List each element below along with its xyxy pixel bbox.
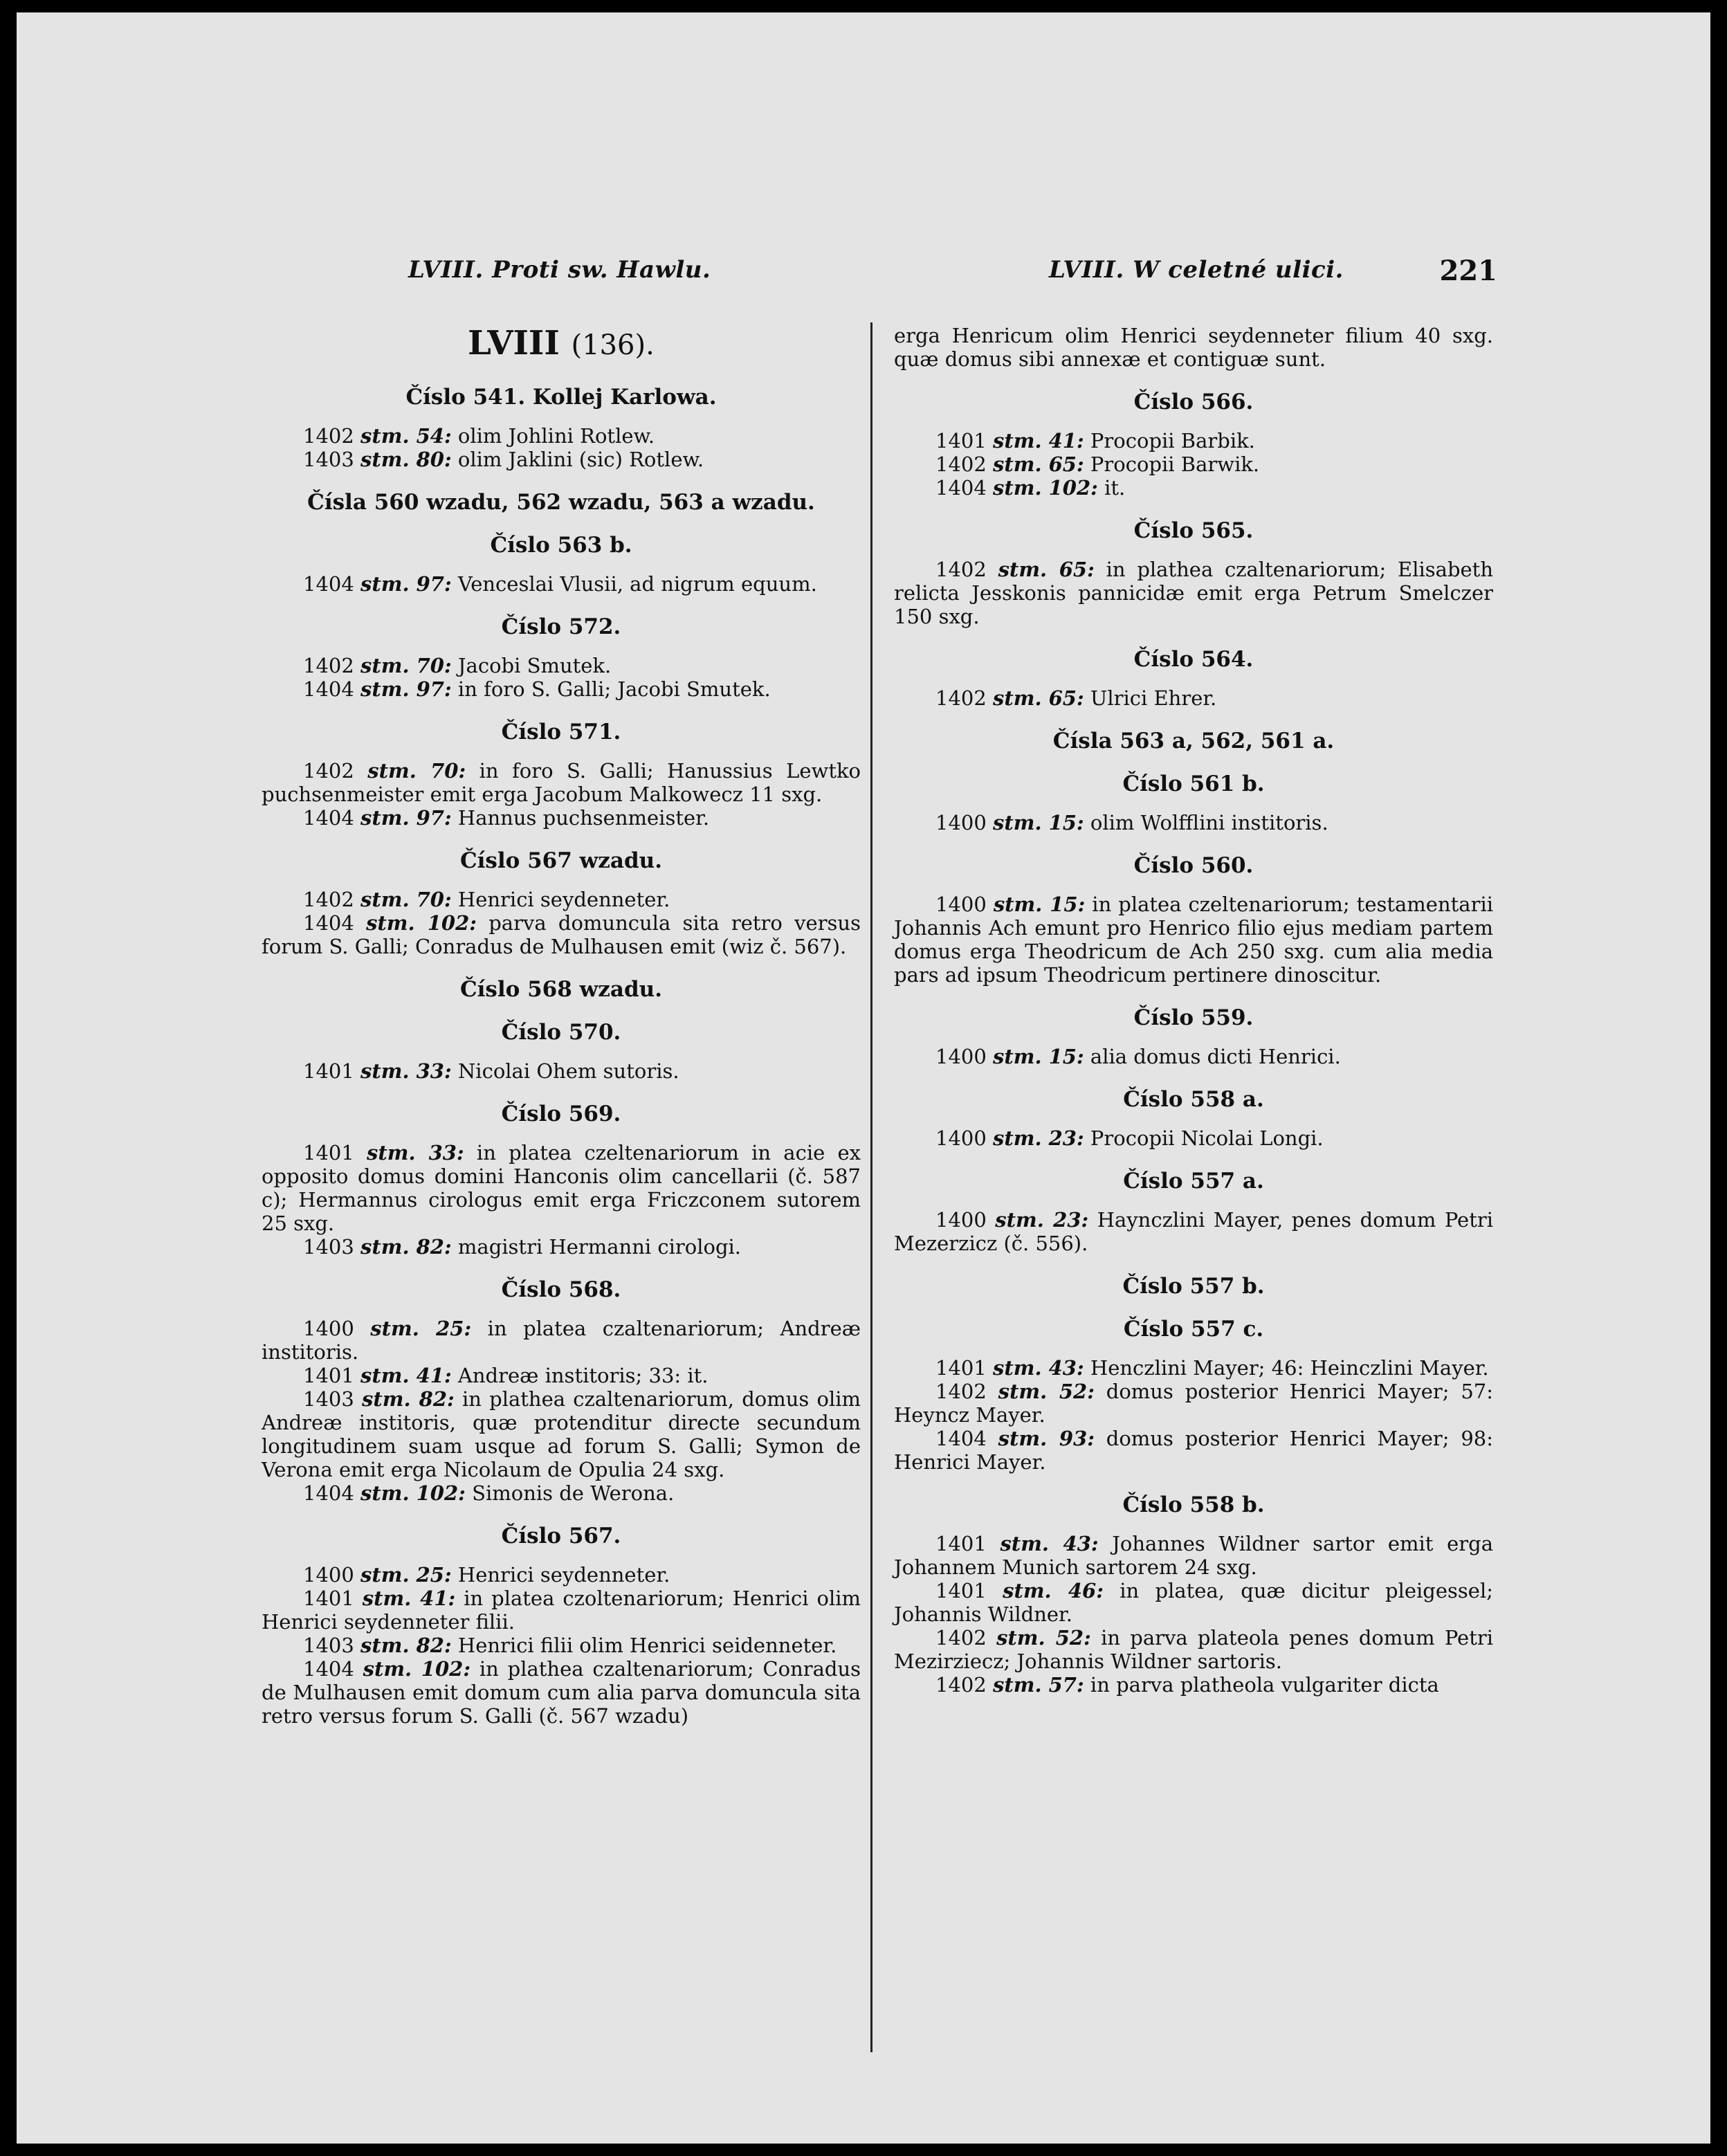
- record-entry: [262, 572, 861, 596]
- record-entry: [262, 888, 861, 911]
- entry-reference: stm. 33:: [367, 1141, 464, 1164]
- section-heading: Číslo 568.: [501, 1277, 621, 1302]
- right-running-head: LVIII. W celetné ulici.: [1049, 256, 1344, 284]
- section-heading: Číslo 563 b.: [490, 533, 632, 558]
- entry-text: Ulrici Ehrer.: [1090, 686, 1217, 710]
- entry-reference: stm. 23:: [995, 1208, 1089, 1232]
- section-heading: Číslo 558 a.: [1123, 1087, 1264, 1112]
- section-heading: Číslo 557 c.: [1123, 1317, 1264, 1342]
- entry-text: Jacobi Smutek.: [457, 654, 612, 677]
- entry-text: Andreæ institoris; 33: it.: [457, 1364, 709, 1387]
- record-entry: [894, 1045, 1493, 1068]
- entry-text: parva domuncula sita retro versus forum S. Galli; Conradus de Mulhausen emit (wiz č. 567).: [262, 911, 861, 958]
- record-entry: [262, 1235, 861, 1259]
- record-entry: [894, 1579, 1493, 1626]
- entry-text: in foro S. Galli; Hanussius Lewtko puchsenmeister emit erga Jacobum Malkowecz 11 sxg.: [262, 759, 861, 806]
- section-heading: Číslo 558 b.: [1122, 1492, 1265, 1517]
- entry-reference: stm. 65:: [993, 686, 1084, 710]
- section-heading: Číslo 564.: [1133, 647, 1254, 672]
- left-running-head: LVIII. Proti sw. Hawlu.: [408, 256, 711, 284]
- entry-text: alia domus dicti Henrici.: [1090, 1045, 1341, 1068]
- entry-year: 1401: [935, 1356, 987, 1380]
- entry-reference: stm. 43:: [993, 1356, 1084, 1380]
- entry-year: 1404: [303, 572, 354, 596]
- entry-reference: stm. 25:: [370, 1317, 472, 1340]
- entry-reference: stm. 52:: [996, 1626, 1091, 1650]
- page-number: 221: [1439, 255, 1497, 287]
- entry-reference: stm. 15:: [993, 893, 1086, 916]
- entry-reference: stm. 93:: [998, 1427, 1095, 1450]
- entry-reference: stm. 41:: [360, 1364, 452, 1387]
- entry-text: Procopii Nicolai Longi.: [1090, 1126, 1324, 1150]
- entry-text: in platea czaltenariorum; Andreæ institoris.: [262, 1317, 861, 1364]
- entry-year: 1404: [303, 1657, 354, 1681]
- record-entry: [894, 1126, 1493, 1150]
- entry-year: 1401: [935, 1532, 987, 1555]
- entry-text: Procopii Barwik.: [1090, 453, 1260, 476]
- entry-year: 1404: [303, 806, 354, 830]
- record-entry: [262, 677, 861, 701]
- record-entry: [894, 558, 1493, 628]
- record-entry: [894, 893, 1493, 987]
- entry-reference: stm. 97:: [360, 806, 452, 830]
- section-heading: Číslo 559.: [1133, 1005, 1254, 1030]
- entry-year: 1400: [935, 1045, 987, 1068]
- record-entry: [262, 1059, 861, 1083]
- entry-reference: stm. 102:: [993, 476, 1098, 500]
- entry-text: Henrici filii olim Henrici seidenneter.: [457, 1634, 837, 1657]
- section-heading: Číslo 568 wzadu.: [459, 977, 663, 1002]
- entry-year: 1404: [303, 677, 354, 701]
- section-heading: Číslo 570.: [501, 1020, 621, 1045]
- entry-reference: stm. 52:: [998, 1380, 1095, 1403]
- record-entry: [262, 1364, 861, 1387]
- section-heading: Číslo 560.: [1133, 853, 1254, 878]
- entry-reference: stm. 15:: [993, 811, 1084, 834]
- entry-text: Henrici seydenneter.: [457, 1563, 670, 1587]
- section-heading: Číslo 565.: [1133, 518, 1254, 543]
- entry-year: 1404: [303, 1481, 354, 1505]
- record-entry: [894, 1427, 1493, 1474]
- record-entry: [262, 1387, 861, 1481]
- entry-year: 1400: [935, 893, 987, 916]
- record-entry: [262, 806, 861, 830]
- record-entry: [262, 1141, 861, 1235]
- entry-year: 1404: [935, 1427, 987, 1450]
- record-entry: [894, 686, 1493, 710]
- entry-year: 1400: [935, 1208, 987, 1232]
- entry-year: 1403: [303, 448, 354, 471]
- entry-year: 1402: [303, 654, 354, 677]
- section-heading: Čísla 563 a, 562, 561 a.: [1052, 729, 1335, 753]
- entry-year: 1403: [303, 1235, 354, 1259]
- entry-text: in platea, quæ dicitur pleigessel; Johannis Wildner.: [894, 1579, 1493, 1626]
- entry-reference: stm. 70:: [360, 654, 452, 677]
- entry-text: Henrici seydenneter.: [457, 888, 670, 911]
- entry-year: 1401: [935, 1579, 987, 1602]
- entry-reference: stm. 102:: [366, 911, 477, 935]
- record-entry: [262, 1634, 861, 1657]
- entry-text: in platea czoltenariorum; Henrici olim Henrici seydenneter filii.: [262, 1587, 861, 1634]
- section-heading: Číslo 561 b.: [1122, 771, 1265, 796]
- entry-text: in platea czeltenariorum in acie ex opposito domus domini Hanconis olim cancellarii (č. 587 c); Hermannus cirologus emit erga Friczconem sutorem 25 sxg.: [262, 1141, 861, 1235]
- entry-text: olim Wolfflini institoris.: [1090, 811, 1328, 834]
- section-heading: Číslo 572.: [501, 614, 621, 639]
- entry-text: in plathea czaltenariorum; Conradus de Mulhausen emit domum cum alia parva domuncula sita retro versus forum S. Galli (č. 567 wzadu): [262, 1657, 861, 1728]
- entry-year: 1400: [935, 811, 987, 834]
- entry-year: 1401: [303, 1364, 354, 1387]
- record-entry: [894, 429, 1493, 453]
- entry-text: olim Jaklini (sic) Rotlew.: [457, 448, 704, 471]
- section-heading: Číslo 571.: [501, 720, 621, 744]
- entry-reference: stm. 54:: [360, 424, 452, 448]
- entry-text: in plathea czaltenariorum; Elisabeth relicta Jesskonis pannicidæ emit erga Petrum Smelczer 150 sxg.: [894, 558, 1493, 628]
- entry-text: Nicolai Ohem sutoris.: [457, 1059, 679, 1083]
- entry-reference: stm. 33:: [360, 1059, 452, 1083]
- entry-reference: stm. 46:: [1003, 1579, 1104, 1602]
- entry-year: 1404: [303, 911, 354, 935]
- entry-year: 1402: [935, 453, 987, 476]
- entry-reference: stm. 23:: [993, 1126, 1084, 1150]
- entry-year: 1402: [935, 1673, 987, 1697]
- section-heading: Čísla 560 wzadu, 562 wzadu, 563 a wzadu.: [307, 490, 815, 515]
- entry-reference: stm. 82:: [360, 1235, 452, 1259]
- continued-entry: erga Henricum olim Henrici seydenneter filium 40 sxg. quæ domus sibi annexæ et contiguæ sunt.: [894, 324, 1493, 371]
- entry-text: Henczlini Mayer; 46: Heinczlini Mayer.: [1090, 1356, 1489, 1380]
- section-heading: Číslo 567 wzadu.: [459, 848, 663, 873]
- scanned-page: [17, 12, 1710, 2144]
- entry-year: 1400: [935, 1126, 987, 1150]
- record-entry: [262, 1587, 861, 1634]
- entry-year: 1403: [303, 1634, 354, 1657]
- entry-reference: stm. 15:: [993, 1045, 1084, 1068]
- entry-text: magistri Hermanni cirologi.: [457, 1235, 742, 1259]
- entry-year: 1402: [935, 1380, 987, 1403]
- entry-reference: stm. 102:: [360, 1481, 466, 1505]
- entry-year: 1401: [303, 1141, 354, 1164]
- entry-year: 1402: [935, 1626, 987, 1650]
- entry-text: domus posterior Henrici Mayer; 57: Heyncz Mayer.: [894, 1380, 1493, 1427]
- entry-year: 1401: [303, 1059, 354, 1083]
- entry-reference: stm. 70:: [360, 888, 452, 911]
- entry-reference: stm. 41:: [993, 429, 1084, 453]
- record-entry: [262, 654, 861, 677]
- entry-reference: stm. 82:: [362, 1387, 455, 1411]
- entry-reference: stm. 65:: [993, 453, 1084, 476]
- entry-year: 1400: [303, 1563, 354, 1587]
- entry-text: Haynczlini Mayer, penes domum Petri Mezerzicz (č. 556).: [894, 1208, 1493, 1255]
- entry-reference: stm. 82:: [360, 1634, 452, 1657]
- entry-text: Simonis de Werona.: [472, 1481, 675, 1505]
- record-entry: [262, 911, 861, 958]
- record-entry: [894, 1208, 1493, 1255]
- record-entry: [262, 1657, 861, 1728]
- entry-year: 1402: [303, 888, 354, 911]
- entry-reference: stm. 41:: [362, 1587, 456, 1610]
- section-heading: Číslo 557 b.: [1122, 1274, 1265, 1299]
- column-divider: [870, 322, 872, 2052]
- right-column: [894, 324, 1493, 1697]
- record-entry: [894, 1673, 1493, 1697]
- entry-text: Procopii Barbik.: [1090, 429, 1255, 453]
- chapter-number: (136).: [571, 329, 655, 361]
- record-entry: [894, 1356, 1493, 1380]
- left-column: [262, 324, 861, 1728]
- entry-year: 1402: [303, 424, 354, 448]
- entry-year: 1402: [935, 686, 987, 710]
- entry-text: in parva plateola penes domum Petri Mezirziecz; Johannis Wildner sartoris.: [894, 1626, 1493, 1673]
- entry-text: domus posterior Henrici Mayer; 98: Henrici Mayer.: [894, 1427, 1493, 1474]
- section-heading: Číslo 567.: [501, 1524, 621, 1549]
- entry-year: 1401: [935, 429, 987, 453]
- entry-reference: stm. 80:: [360, 448, 452, 471]
- entry-year: 1403: [303, 1387, 354, 1411]
- record-entry: [262, 424, 861, 448]
- entry-text: Johannes Wildner sartor emit erga Johannem Munich sartorem 24 sxg.: [894, 1532, 1494, 1579]
- record-entry: [894, 1380, 1493, 1427]
- entry-text: olim Johlini Rotlew.: [457, 424, 655, 448]
- record-entry: [894, 476, 1493, 500]
- entry-reference: stm. 57:: [993, 1673, 1084, 1697]
- entry-reference: stm. 102:: [363, 1657, 471, 1681]
- entry-reference: stm. 97:: [360, 572, 452, 596]
- entry-reference: stm. 25:: [360, 1563, 452, 1587]
- section-heading: Číslo 569.: [501, 1102, 621, 1126]
- entry-text: Venceslai Vlusii, ad nigrum equum.: [457, 572, 817, 596]
- record-entry: [262, 1317, 861, 1364]
- entry-text: in platea czeltenariorum; testamentarii Johannis Ach emunt pro Henrico filio ejus mediam partem domus erga Theodricum de Ach 250 sxg. cum alia media pars ad ipsum Theodricum pertinere dinoscitur.: [894, 893, 1493, 987]
- section-heading: Číslo 566.: [1133, 390, 1254, 414]
- entry-text: in parva platheola vulgariter dicta: [1090, 1673, 1439, 1697]
- entry-reference: stm. 65:: [998, 558, 1095, 581]
- entry-text: it.: [1104, 476, 1126, 500]
- chapter-roman: LVIII: [468, 324, 560, 363]
- record-entry: [894, 453, 1493, 476]
- record-entry: [894, 1532, 1493, 1579]
- record-entry: [262, 759, 861, 806]
- chapter-title: [262, 324, 861, 365]
- entry-year: 1404: [935, 476, 987, 500]
- record-entry: [894, 811, 1493, 834]
- entry-reference: stm. 43:: [1000, 1532, 1099, 1555]
- section-heading: Číslo 557 a.: [1123, 1169, 1264, 1194]
- entry-reference: stm. 97:: [360, 677, 452, 701]
- entry-year: 1402: [935, 558, 987, 581]
- entry-year: 1400: [303, 1317, 354, 1340]
- entry-year: 1402: [303, 759, 354, 783]
- section-heading: Číslo 541. Kollej Karlowa.: [405, 385, 717, 410]
- entry-text: in foro S. Galli; Jacobi Smutek.: [457, 677, 771, 701]
- record-entry: [262, 1563, 861, 1587]
- entry-text: Hannus puchsenmeister.: [457, 806, 710, 830]
- entry-year: 1401: [303, 1587, 354, 1610]
- record-entry: [894, 1626, 1493, 1673]
- entry-text: in plathea czaltenariorum, domus olim Andreæ institoris, quæ protenditur directe secundum longitudinem suam usque ad forum S. Galli; Symon de Verona emit erga Nicolaum de Opulia 24 sxg.: [262, 1387, 861, 1481]
- record-entry: [262, 1481, 861, 1505]
- entry-reference: stm. 70:: [367, 759, 466, 783]
- record-entry: [262, 448, 861, 471]
